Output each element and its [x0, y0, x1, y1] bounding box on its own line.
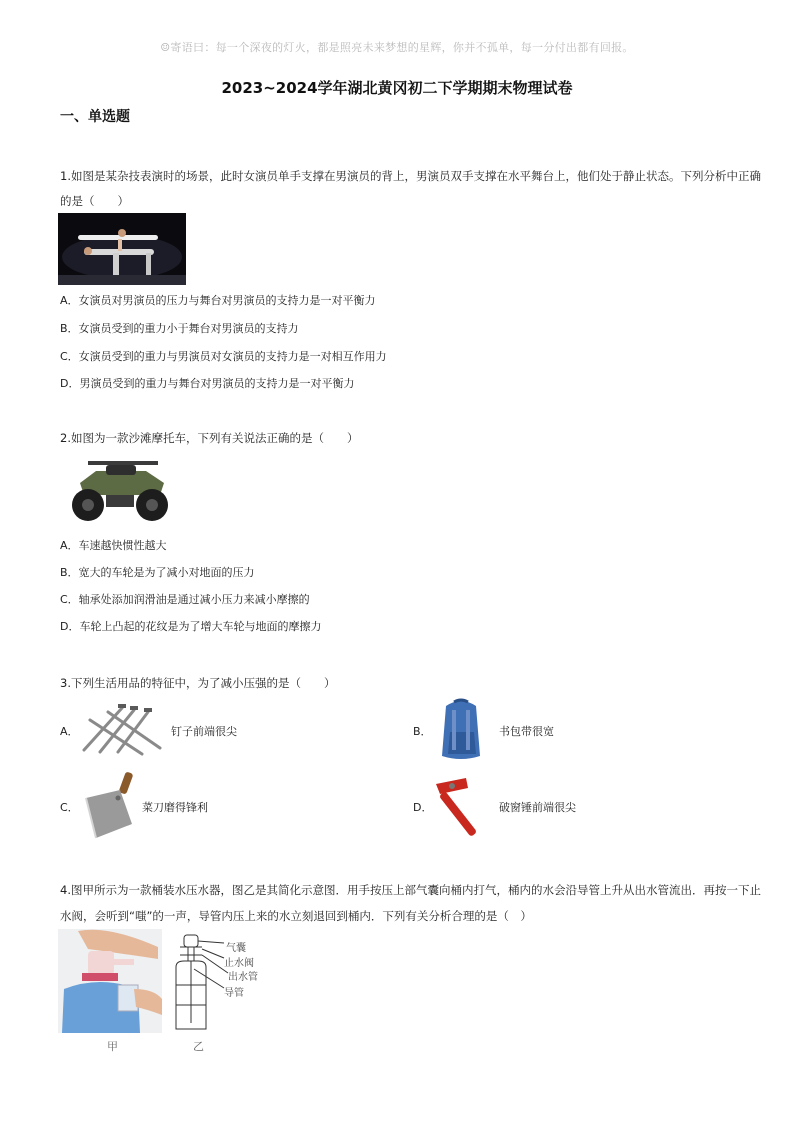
- question-3-option-a-letter[interactable]: A．: [60, 725, 79, 738]
- question-2-option-b[interactable]: B．宽大的车轮是为了减小对地面的压力: [60, 566, 255, 579]
- diagram-label-stop-valve: 止水阀: [224, 958, 254, 969]
- question-2-option-d[interactable]: D．车轮上凸起的花纹是为了增大车轮与地面的摩擦力: [60, 620, 322, 633]
- diagram-label-airbag: 气囊: [226, 943, 246, 954]
- question-2-option-c[interactable]: C．轴承处添加润滑油是通过减小压力来减小摩擦的: [60, 593, 310, 606]
- diagram-label-guide-pipe: 导管: [224, 988, 244, 999]
- question-3-option-d-text[interactable]: 破窗锤前端很尖: [499, 801, 576, 814]
- backpack-photo: [432, 696, 490, 762]
- question-2-option-a[interactable]: A．车速越快惯性越大: [60, 539, 167, 552]
- caption-yi: 乙: [193, 1040, 204, 1053]
- section-heading: 一、单选题: [60, 109, 130, 125]
- question-1-option-a[interactable]: A．女演员对男演员的压力与舞台对男演员的支持力是一对平衡力: [60, 294, 376, 307]
- water-pump-photo: [58, 929, 162, 1033]
- question-3-option-d-letter[interactable]: D．: [413, 801, 433, 814]
- question-2-line-1: 2.如图为一款沙滩摩托车，下列有关说法正确的是（ ）: [60, 431, 359, 445]
- question-1-line-2: 的是（ ）: [60, 194, 129, 208]
- question-1-option-d[interactable]: D．男演员受到的重力与舞台对男演员的支持力是一对平衡力: [60, 377, 355, 390]
- question-3-option-b-text[interactable]: 书包带很宽: [499, 725, 554, 738]
- cleaver-photo: [78, 768, 138, 844]
- acrobat-photo: [58, 213, 186, 285]
- diagram-label-outlet-pipe: 出水管: [228, 972, 258, 983]
- motto-banner: ☺寄语曰：每一个深夜的灯火，都是照亮未来梦想的星辉，你并不孤单，每一分付出都有回报。: [160, 41, 634, 54]
- question-3-line-1: 3.下列生活用品的特征中，为了减小压强的是（ ）: [60, 676, 336, 690]
- question-4-line-1: 4.图甲所示为一款桶装水压水器，图乙是其简化示意图．用手按压上部气囊向桶内打气，桶内的水会沿导管上升从出水管流出．再按一下止: [60, 883, 761, 897]
- atv-photo: [66, 455, 174, 527]
- nails-photo: [78, 700, 166, 758]
- page-title: 2023~2024学年湖北黄冈初二下学期期末物理试卷: [221, 79, 573, 97]
- caption-jia: 甲: [107, 1040, 118, 1053]
- question-3-option-a-text[interactable]: 钉子前端很尖: [171, 725, 237, 738]
- question-1-option-c[interactable]: C．女演员受到的重力与男演员对女演员的支持力是一对相互作用力: [60, 350, 387, 363]
- question-1-option-b[interactable]: B．女演员受到的重力小于舞台对男演员的支持力: [60, 322, 299, 335]
- question-3-option-c-text[interactable]: 菜刀磨得锋利: [142, 801, 208, 814]
- question-3-option-c-letter[interactable]: C．: [60, 801, 79, 814]
- pump-schematic-diagram: [168, 931, 260, 1035]
- safety-hammer-photo: [432, 774, 498, 838]
- question-1-line-1: 1.如图是某杂技表演时的场景，此时女演员单手支撑在男演员的背上，男演员双手支撑在水平舞台上，他们处于静止状态。下列分析中正确: [60, 169, 761, 183]
- question-3-option-b-letter[interactable]: B．: [413, 725, 432, 738]
- question-4-line-2: 水阀，会听到“嗤”的一声，导管内压上来的水立刻退回到桶内．下列有关分析合理的是（ ）: [60, 909, 532, 923]
